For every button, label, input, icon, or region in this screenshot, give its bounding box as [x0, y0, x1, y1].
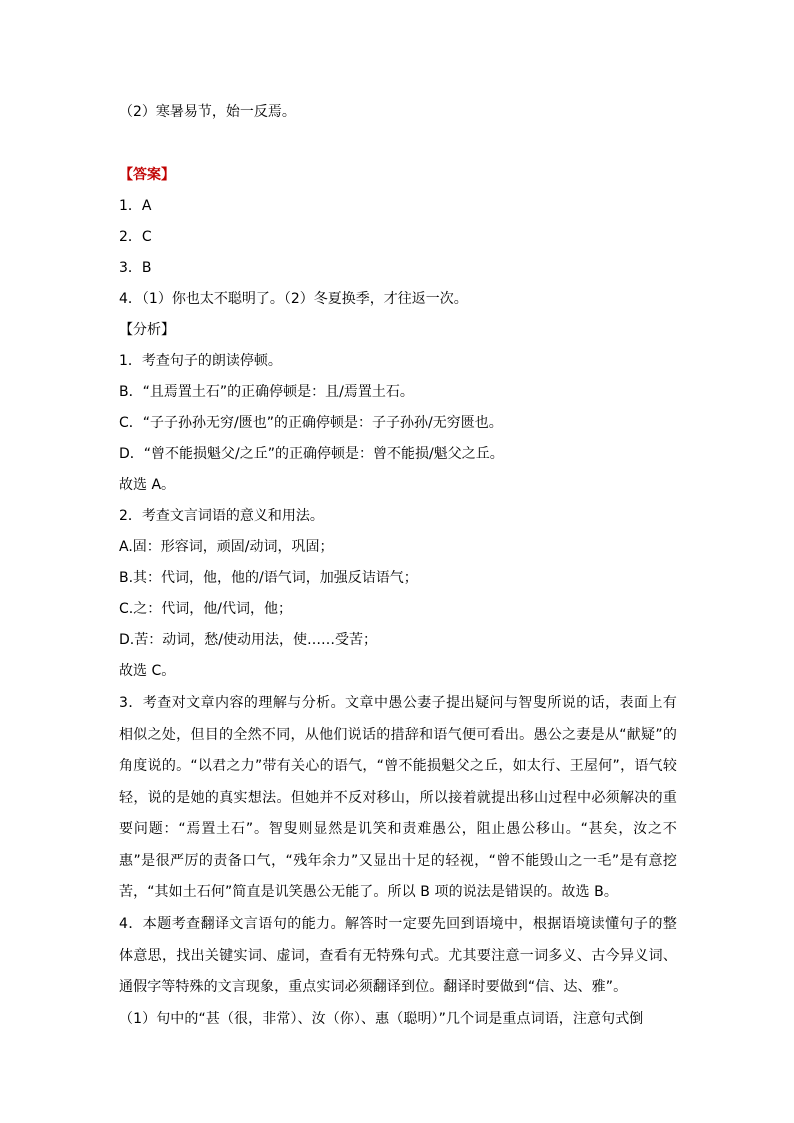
answer-1: 1．A	[119, 198, 152, 214]
analysis-line: B.其：代词，他，他的/语气词，加强反诘语气；	[119, 570, 418, 586]
analysis-line: B．“且焉置土石”的正确停顿是：且/焉置土石。	[119, 384, 414, 400]
analysis-line: 故选 A。	[119, 477, 176, 493]
answer-3: 3．B	[119, 260, 152, 276]
analysis-line: D.苦：动词，愁/使动用法，使……受苦；	[119, 632, 377, 648]
question-part-2: （2）寒暑易节，始一反焉。	[119, 104, 296, 120]
answer-2: 2．C	[119, 229, 152, 245]
analysis-line: D．“曾不能损魁父/之丘”的正确停顿是：曾不能损/魁父之丘。	[119, 446, 504, 462]
analysis-line: C.之：代词，他/代词，他；	[119, 601, 292, 617]
analysis-line: 故选 C。	[119, 663, 176, 679]
answer-4: 4．（1）你也太不聪明了。（2）冬夏换季，才往返一次。	[119, 291, 468, 307]
analysis-paragraph-5: （1）句中的“甚（很，非常）、汝（你）、惠（聪明）”几个词是重点词语，注意句式倒	[119, 1011, 644, 1027]
answer-heading: 【答案】	[119, 167, 175, 183]
analysis-line: 1．考查句子的朗读停顿。	[119, 353, 282, 369]
analysis-line: C．“子子孙孙无穷/匮也”的正确停顿是：子子孙孙/无穷匮也。	[119, 415, 503, 431]
analysis-line: A.固：形容词，顽固/动词，巩固；	[119, 539, 334, 555]
analysis-paragraph-3: 3．考查对文章内容的理解与分析。文章中愚公妻子提出疑问与智叟所说的话，表面上有相似之处，但目的全然不同，从他们说话的措辞和语气便可看出。愚公之妻是从“献疑”的角度说的。“以君之力”带有关心的语气，“曾不能损魁父之丘，如太行、王屋何”，语气较轻，说的是她的真实想法。但她并不反对移山，所以接着就提出移山过程中必须解决的重要问题：“焉置土石”。智叟则显然是讥笑和责难愚公，阻止愚公移山。“甚矣，汝之不惠”是很严厉的责备口气，“残年余力”又显出十足的轻视，“曾不能毁山之一毛”是有意挖苦，“其如土石何”简直是讥笑愚公无能了。所以 B 项的说法是错误的。故选 B。	[119, 695, 677, 900]
analysis-heading: 【分析】	[119, 322, 175, 338]
analysis-paragraph-4: 4．本题考查翻译文言语句的能力。解答时一定要先回到语境中，根据语境读懂句子的整体意思，找出关键实词、虚词，查看有无特殊句式。尤其要注意一词多义、古今异义词、通假字等特殊的文言现象，重点实词必须翻译到位。翻译时要做到“信、达、雅”。	[119, 916, 677, 995]
analysis-line: 2．考查文言词语的意义和用法。	[119, 508, 324, 524]
